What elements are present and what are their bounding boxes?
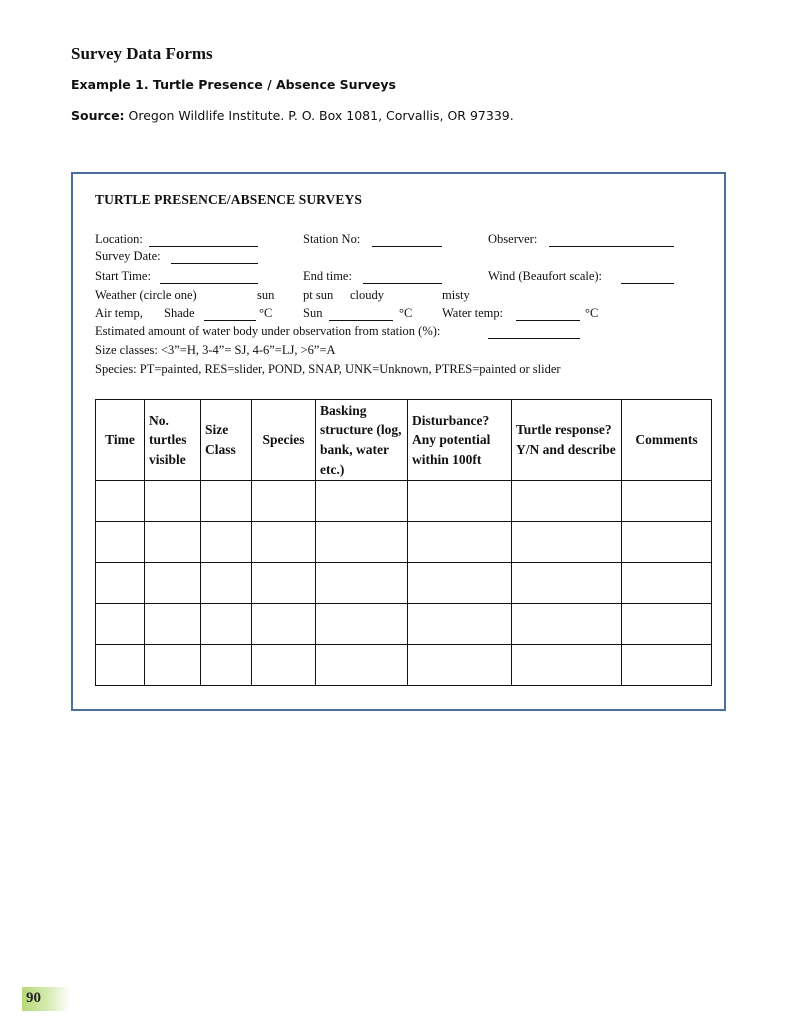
sun-deg-unit: °C bbox=[399, 306, 413, 320]
source-text: Oregon Wildlife Institute. P. O. Box 1081, Corvallis, OR 97339. bbox=[128, 108, 514, 123]
table-cell[interactable] bbox=[201, 645, 252, 686]
table-cell[interactable] bbox=[96, 604, 145, 645]
station-no-field[interactable] bbox=[372, 246, 442, 247]
air-temp-label: Air temp, bbox=[95, 306, 143, 320]
weather-option-cloudy[interactable]: cloudy bbox=[350, 288, 385, 302]
table-cell[interactable] bbox=[201, 522, 252, 563]
table-cell[interactable] bbox=[622, 522, 712, 563]
table-cell[interactable] bbox=[408, 481, 512, 522]
header-size-class: Size Class bbox=[201, 400, 252, 481]
survey-date-field[interactable] bbox=[171, 263, 258, 264]
table-cell[interactable] bbox=[512, 645, 622, 686]
weather-option-pt-sun[interactable]: pt sun bbox=[303, 288, 334, 302]
table-cell[interactable] bbox=[252, 563, 316, 604]
form-title: TURTLE PRESENCE/ABSENCE SURVEYS bbox=[95, 192, 362, 207]
species-key-text: Species: PT=painted, RES=slider, POND, SNAP, UNK=Unknown, PTRES=painted or slider bbox=[95, 362, 561, 376]
header-no-turtles: No. turtles visible bbox=[145, 400, 201, 481]
observation-table bbox=[95, 399, 712, 686]
table-cell[interactable] bbox=[512, 563, 622, 604]
table-cell[interactable] bbox=[316, 481, 408, 522]
water-temp-label: Water temp: bbox=[442, 306, 504, 320]
table-cell[interactable] bbox=[252, 645, 316, 686]
table-cell[interactable] bbox=[512, 522, 622, 563]
table-cell[interactable] bbox=[316, 522, 408, 563]
table-header-row bbox=[96, 400, 712, 481]
table-cell[interactable] bbox=[145, 522, 201, 563]
page-number-tab bbox=[22, 987, 70, 1011]
observer-field[interactable] bbox=[549, 246, 674, 247]
table-row bbox=[96, 563, 712, 604]
table-row bbox=[96, 645, 712, 686]
table-cell[interactable] bbox=[622, 563, 712, 604]
source-label: Source: bbox=[71, 108, 125, 123]
table-cell[interactable] bbox=[622, 645, 712, 686]
start-time-label: Start Time: bbox=[95, 269, 151, 283]
table-cell[interactable] bbox=[408, 645, 512, 686]
end-time-label: End time: bbox=[303, 269, 352, 283]
sun-label: Sun bbox=[303, 306, 323, 320]
table-cell[interactable] bbox=[622, 604, 712, 645]
table-cell[interactable] bbox=[408, 563, 512, 604]
water-temp-field[interactable] bbox=[516, 320, 580, 321]
header-comments: Comments bbox=[622, 400, 712, 481]
wind-field[interactable] bbox=[621, 283, 674, 284]
table-cell[interactable] bbox=[622, 481, 712, 522]
table-cell[interactable] bbox=[201, 563, 252, 604]
source-line bbox=[71, 108, 514, 123]
header-species: Species bbox=[252, 400, 316, 481]
weather-option-misty[interactable]: misty bbox=[442, 288, 470, 302]
table-cell[interactable] bbox=[512, 481, 622, 522]
estimated-label: Estimated amount of water body under observation from station (%): bbox=[95, 324, 441, 338]
table-cell[interactable] bbox=[408, 604, 512, 645]
station-no-label: Station No: bbox=[303, 232, 361, 246]
weather-label: Weather (circle one) bbox=[95, 288, 197, 302]
header-disturbance: Disturbance? Any potential within 100ft bbox=[408, 400, 512, 481]
weather-option-sun[interactable]: sun bbox=[257, 288, 275, 302]
water-deg-unit: °C bbox=[585, 306, 599, 320]
header-turtle-response: Turtle response? Y/N and describe bbox=[512, 400, 622, 481]
table-row bbox=[96, 481, 712, 522]
page-heading: Survey Data Forms bbox=[71, 44, 213, 63]
table-cell[interactable] bbox=[96, 645, 145, 686]
wind-label: Wind (Beaufort scale): bbox=[488, 269, 603, 283]
table-cell[interactable] bbox=[512, 604, 622, 645]
survey-date-label: Survey Date: bbox=[95, 249, 161, 263]
end-time-field[interactable] bbox=[363, 283, 442, 284]
table-cell[interactable] bbox=[408, 522, 512, 563]
location-label: Location: bbox=[95, 232, 143, 246]
table-cell[interactable] bbox=[252, 481, 316, 522]
table-cell[interactable] bbox=[145, 645, 201, 686]
location-field[interactable] bbox=[149, 246, 258, 247]
sun-temp-field[interactable] bbox=[329, 320, 393, 321]
shade-deg-unit: °C bbox=[259, 306, 273, 320]
table-row bbox=[96, 522, 712, 563]
shade-label: Shade bbox=[164, 306, 195, 320]
table-cell[interactable] bbox=[145, 604, 201, 645]
table-cell[interactable] bbox=[96, 563, 145, 604]
table-cell[interactable] bbox=[145, 481, 201, 522]
table-row bbox=[96, 604, 712, 645]
size-classes-text: Size classes: <3”=H, 3-4”= SJ, 4-6”=LJ, >6”=A bbox=[95, 343, 336, 357]
table-cell[interactable] bbox=[252, 604, 316, 645]
shade-temp-field[interactable] bbox=[204, 320, 256, 321]
table-cell[interactable] bbox=[201, 481, 252, 522]
table-cell[interactable] bbox=[96, 481, 145, 522]
start-time-field[interactable] bbox=[160, 283, 258, 284]
survey-form bbox=[71, 172, 726, 711]
table-cell[interactable] bbox=[316, 645, 408, 686]
page-number: 90 bbox=[26, 990, 41, 1006]
table-cell[interactable] bbox=[201, 604, 252, 645]
table-cell[interactable] bbox=[96, 522, 145, 563]
header-basking: Basking structure (log, bank, water etc.) bbox=[316, 400, 408, 481]
table-cell[interactable] bbox=[252, 522, 316, 563]
header-time: Time bbox=[96, 400, 145, 481]
example-title: Example 1. Turtle Presence / Absence Surveys bbox=[71, 77, 396, 92]
table-cell[interactable] bbox=[145, 563, 201, 604]
table-cell[interactable] bbox=[316, 563, 408, 604]
observer-label: Observer: bbox=[488, 232, 538, 246]
estimated-field[interactable] bbox=[488, 338, 580, 339]
table-cell[interactable] bbox=[316, 604, 408, 645]
